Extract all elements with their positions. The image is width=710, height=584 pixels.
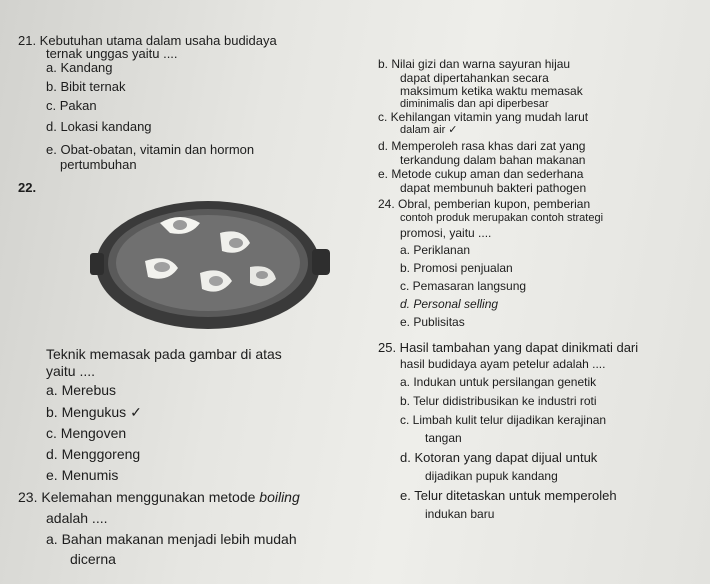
q23-option-a-line2: dicerna bbox=[70, 551, 116, 567]
q24-option-d: d. Personal selling bbox=[400, 297, 499, 311]
q21-text-line2: ternak unggas yaitu .... bbox=[46, 46, 178, 61]
r-option-b-line3: maksimum ketika waktu memasak bbox=[400, 84, 583, 98]
q25-option-c-line1: c. Limbah kulit telur dijadikan kerajinan bbox=[400, 413, 607, 427]
q22-option-d: d. Menggoreng bbox=[46, 446, 141, 462]
q25-text-line2: hasil budidaya ayam petelur adalah .... bbox=[400, 357, 606, 371]
q25-option-e-line1: e. Telur ditetaskan untuk memperoleh bbox=[400, 488, 617, 503]
q25-option-a: a. Indukan untuk persilangan genetik bbox=[400, 375, 597, 389]
q21-text-line1: 21. Kebutuhan utama dalam usaha budidaya bbox=[18, 33, 277, 48]
q24-text-line2: contoh produk merupakan contoh strategi bbox=[400, 212, 604, 224]
r-option-d-line1: d. Memperoleh rasa khas dari zat yang bbox=[378, 139, 586, 153]
q23-text-line2: adalah .... bbox=[46, 510, 108, 526]
r-option-c-line2: dalam air ✓ bbox=[400, 124, 458, 136]
q24-text-line1: 24. Obral, pemberian kupon, pemberian bbox=[378, 197, 591, 211]
q22-number: 22. bbox=[18, 180, 37, 195]
q21-option-a: a. Kandang bbox=[46, 60, 113, 75]
q22-option-a: a. Merebus bbox=[46, 382, 117, 398]
q25-option-e-line2: indukan baru bbox=[425, 507, 495, 521]
q25-option-d-line1: d. Kotoran yang dapat dijual untuk bbox=[400, 450, 598, 465]
q24-option-c: c. Pemasaran langsung bbox=[400, 279, 527, 293]
q22-option-b: b. Mengukus ✓ bbox=[46, 404, 142, 420]
pan-with-eggs-image bbox=[90, 193, 335, 338]
r-option-e-line1: e. Metode cukup aman dan sederhana bbox=[378, 167, 584, 181]
r-option-b-line1: b. Nilai gizi dan warna sayuran hijau bbox=[378, 57, 571, 71]
q22-option-c: c. Mengoven bbox=[46, 425, 127, 441]
q25-option-b: b. Telur didistribusikan ke industri roti bbox=[400, 394, 597, 408]
r-option-d-line2: terkandung dalam bahan makanan bbox=[400, 153, 586, 167]
q21-option-e-line2: pertumbuhan bbox=[60, 157, 137, 172]
q21-option-b: b. Bibit ternak bbox=[46, 79, 126, 94]
r-option-b-line4: diminimalis dan api diperbesar bbox=[400, 98, 549, 110]
q21-option-e-line1: e. Obat-obatan, vitamin dan hormon bbox=[46, 142, 255, 157]
r-option-c-line1: c. Kehilangan vitamin yang mudah larut bbox=[378, 110, 589, 124]
checkmark-icon: ✓ bbox=[130, 404, 142, 420]
q25-option-c-line2: tangan bbox=[425, 431, 462, 445]
q24-text-line3: promosi, yaitu .... bbox=[400, 226, 492, 240]
q25-text-line1: 25. Hasil tambahan yang dapat dinikmati dari bbox=[378, 340, 639, 355]
q22-option-e: e. Menumis bbox=[46, 467, 119, 483]
q21-option-c: c. Pakan bbox=[46, 98, 97, 113]
q23-option-a-line1: a. Bahan makanan menjadi lebih mudah bbox=[46, 531, 297, 547]
q22-text-line1: Teknik memasak pada gambar di atas bbox=[46, 346, 282, 362]
q22-text-line2: yaitu .... bbox=[46, 363, 96, 379]
q23-text-line1: 23. Kelemahan menggunakan metode boiling bbox=[18, 489, 300, 505]
q25-option-d-line2: dijadikan pupuk kandang bbox=[425, 469, 558, 483]
q21-option-d: d. Lokasi kandang bbox=[46, 119, 152, 134]
q24-option-a: a. Periklanan bbox=[400, 243, 471, 257]
q24-option-b: b. Promosi penjualan bbox=[400, 261, 513, 275]
q24-option-e: e. Publisitas bbox=[400, 315, 465, 329]
r-option-b-line2: dapat dipertahankan secara bbox=[400, 71, 549, 85]
r-option-e-line2: dapat membunuh bakteri pathogen bbox=[400, 181, 587, 195]
